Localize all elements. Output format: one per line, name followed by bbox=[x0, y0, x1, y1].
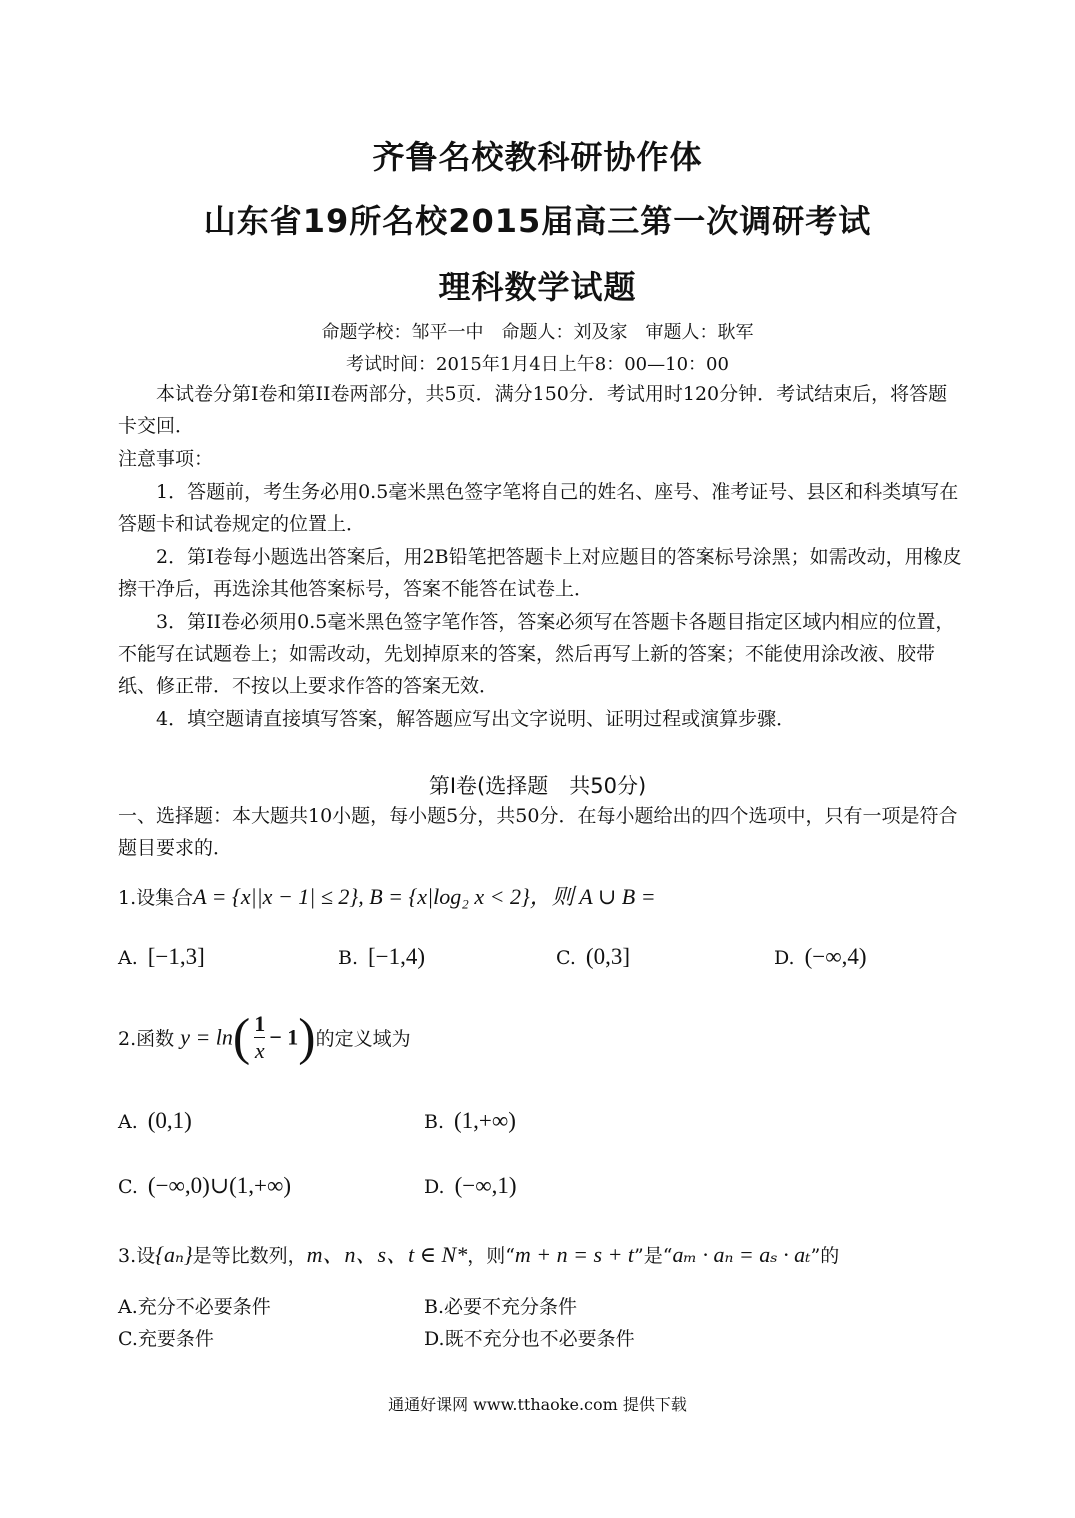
question-3: 3.设{aₙ}是等比数列，m、n、s、t ∈ N*，则“m + n = s + t”是“aₘ · aₙ = aₛ · aₜ”的 bbox=[118, 1242, 840, 1267]
q3-option-a: A.充分不必要条件 bbox=[118, 1296, 271, 1318]
q3-variables: m、n、s、t ∈ N* bbox=[306, 1242, 468, 1267]
notice-item: 3．第II卷必须用0.5毫米黑色签字笔作答，答案必须写在答题卡各题目指定区域内相应的位置，不能写在试题卷上；如需改动，先划掉原来的答案，然后再写上新的答案；不能使用涂改液、胶带纸、修正带．不按以上要求作答的答案无效． bbox=[118, 611, 955, 697]
left-paren: ( bbox=[232, 1009, 251, 1066]
q2-option-d: D. (−∞,1) bbox=[424, 1173, 517, 1198]
q3-condition-1: m + n = s + t bbox=[514, 1242, 635, 1267]
notice-item: 4．填空题请直接填写答案，解答题应写出文字说明、证明过程或演算步骤． bbox=[156, 708, 796, 730]
notice-item: 2．第I卷每小题选出答案后，用2B铅笔把答题卡上对应题目的答案标号涂黑；如需改动，用橡皮擦干净后，再选涂其他答案标号，答案不能答在试卷上． bbox=[118, 546, 962, 600]
exam-authors: 命题学校：邹平一中 命题人：刘及家 审题人：耿军 bbox=[321, 322, 754, 343]
header-title-1: 齐鲁名校教科研协作体 bbox=[372, 138, 703, 176]
notice-heading: 注意事项： bbox=[118, 448, 214, 470]
q1-option-d: D. (−∞,4) bbox=[774, 944, 867, 969]
q3-option-d: D.既不充分也不必要条件 bbox=[424, 1328, 635, 1350]
q1-option-a: A. [−1,3] bbox=[118, 944, 205, 969]
q3-option-b: B.必要不充分条件 bbox=[424, 1296, 578, 1318]
question-1 bbox=[118, 880, 656, 911]
q1-prefix: 1.设集合 bbox=[118, 887, 194, 909]
q1-option-b: B. [−1,4) bbox=[338, 944, 426, 969]
q2-option-a: A. (0,1) bbox=[118, 1108, 192, 1133]
section-instructions: 一、选择题：本大题共10小题，每小题5分，共50分．在每小题给出的四个选项中，只有一项是符合题目要求的． bbox=[118, 805, 958, 859]
section-heading: 第Ⅰ卷(选择题 共50分) bbox=[428, 774, 647, 798]
header-title-2: 山东省19所名校2015届高三第一次调研考试 bbox=[203, 202, 872, 240]
header-title-3: 理科数学试题 bbox=[438, 268, 637, 306]
page-footer: 通通好课网 www.tthaoke.com 提供下载 bbox=[388, 1395, 687, 1414]
q3-option-c: C.充要条件 bbox=[118, 1328, 214, 1350]
question-2 bbox=[118, 1008, 411, 1067]
q1-option-c: C. (0,3] bbox=[556, 944, 630, 969]
q3-sequence: {aₙ} bbox=[155, 1242, 193, 1267]
q1-set-b: , B = {x|log₂ x < 2} bbox=[358, 884, 530, 909]
notice-item: 1．答题前，考生务必用0.5毫米黑色签字笔将自己的姓名、座号、准考证号、县区和科类填写在答题卡和试卷规定的位置上． bbox=[118, 481, 959, 535]
q1-suffix: ，则 A ∪ B = bbox=[529, 884, 656, 909]
q3-condition-2: aₘ · aₙ = aₛ · aₜ bbox=[672, 1242, 811, 1267]
exam-intro: 本试卷分第I卷和第II卷两部分，共5页．满分150分．考试用时120分钟．考试结束后，将答题卡交回． bbox=[118, 383, 948, 437]
q2-expr-left: y = ln bbox=[180, 1024, 233, 1050]
right-paren: ) bbox=[298, 1009, 316, 1066]
exam-time: 考试时间：2015年1月4日上午8：00—10：00 bbox=[346, 354, 729, 375]
q1-set-a: A = {x||x − 1| ≤ 2} bbox=[193, 884, 359, 909]
q2-option-b: B. (1,+∞) bbox=[424, 1108, 516, 1133]
q2-fraction: $\frac{1}{x}$ bbox=[254, 1011, 266, 1063]
q2-option-c: C. (−∞,0)∪(1,+∞) bbox=[118, 1173, 292, 1198]
q2-suffix: 的定义域为 bbox=[315, 1028, 411, 1050]
q2-expr-right: − 1 bbox=[269, 1024, 299, 1050]
q2-prefix: 2.函数 bbox=[118, 1028, 175, 1050]
